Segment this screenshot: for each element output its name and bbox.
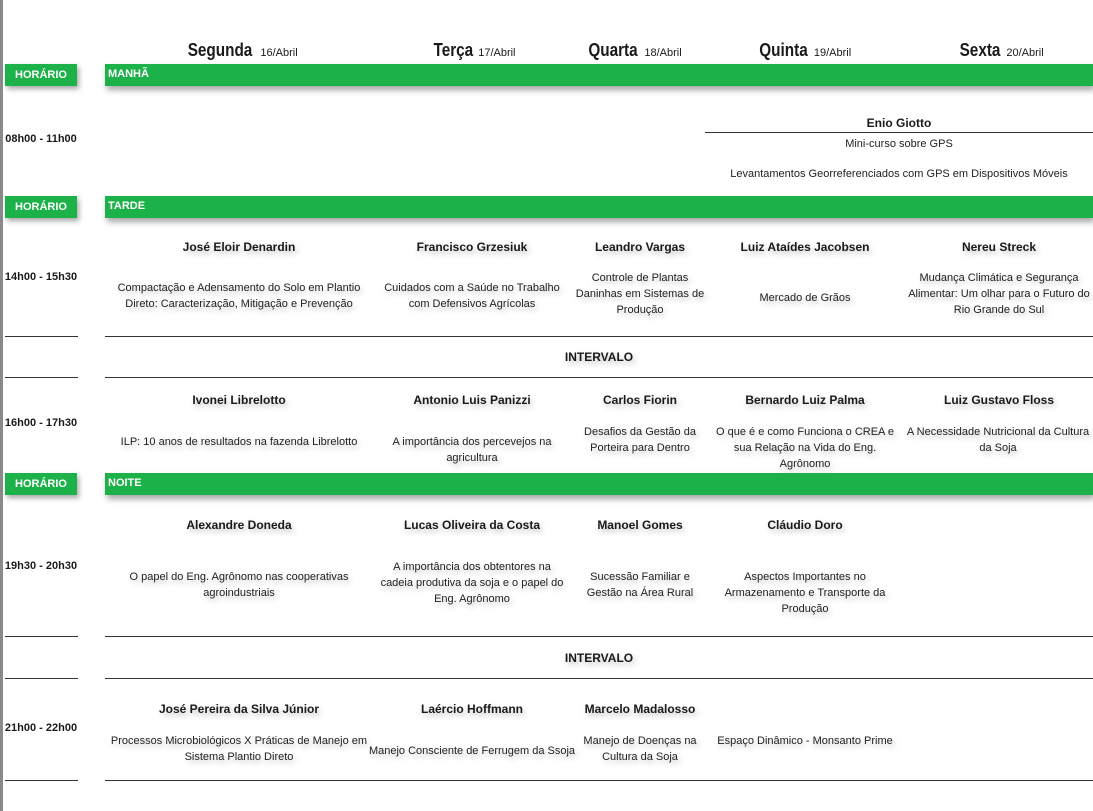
session-speaker: Enio Giotto [866, 116, 932, 130]
session-speaker: José Pereira da Silva Júnior [158, 702, 320, 716]
session-title: O papel do Eng. Agrônomo nas cooperativas agroindustriais [129, 571, 349, 599]
session-speaker: Francisco Grzesiuk [416, 240, 528, 254]
session-title: Processos Microbiológicos X Práticas de Manejo em Sistema Plantio Direto [110, 735, 368, 763]
divider [105, 377, 1093, 378]
horario-label: HORÁRIO [5, 64, 77, 86]
session-speaker: Nereu Streck [961, 240, 1037, 254]
session-title: Espaço Dinâmico - Monsanto Prime [717, 735, 893, 747]
time-label: 16h00 - 17h30 [4, 417, 78, 429]
divider [105, 780, 1093, 781]
session-title: Cuidados com a Saúde no Trabalho com Defensivos Agrícolas [384, 282, 560, 310]
session-title: A importância dos obtentores na cadeia produtiva da soja e o papel do Eng. Agrônomo [380, 561, 564, 605]
divider [105, 636, 1093, 637]
session-title: O que é e como Funciona o CREA e sua Relação na Vida do Eng. Agrônomo [716, 426, 894, 470]
section-bar-noite: NOITE [105, 473, 1093, 495]
session-title: Mudança Climática e Segurança Alimentar: Um olhar para o Futuro do Rio Grande do Sul [908, 272, 1090, 316]
session-speaker: Carlos Fiorin [602, 393, 677, 407]
day-name: Segunda [188, 40, 253, 60]
day-date: 19/Abril [813, 47, 852, 59]
divider [5, 377, 78, 378]
section-bar-manha: MANHÃ [105, 64, 1093, 86]
time-label: 14h00 - 15h30 [4, 271, 78, 283]
day-header-terca [395, 40, 550, 61]
day-name: Sexta [959, 40, 1001, 60]
session-title: Mercado de Grãos [759, 292, 851, 304]
session-title: Compactação e Adensamento do Solo em Plantio Direto: Caracterização, Mitigação e Prevenção [117, 282, 361, 310]
session-title: Aspectos Importantes no Armazenamento e Transporte da Produção [724, 571, 886, 615]
time-label: 19h30 - 20h30 [4, 560, 78, 572]
time-label: 08h00 - 11h00 [5, 133, 77, 145]
time-label: 21h00 - 22h00 [4, 722, 78, 734]
session-title: Sucessão Familiar e Gestão na Área Rural [586, 571, 694, 599]
day-name: Quarta [588, 40, 639, 60]
day-date: 17/Abril [478, 47, 516, 59]
divider [5, 336, 78, 337]
session-speaker: Lucas Oliveira da Costa [403, 518, 541, 532]
day-header-quinta [728, 40, 878, 61]
day-header-sexta [925, 40, 1075, 61]
session-title: A importância dos percevejos na agricultura [392, 436, 552, 464]
session-speaker: Marcelo Madalosso [584, 702, 696, 716]
day-date: 18/Abril [644, 47, 682, 59]
day-name: Quinta [759, 40, 808, 60]
divider [705, 132, 1093, 133]
divider [105, 678, 1093, 679]
session-speaker: José Eloir Denardin [182, 240, 296, 254]
session-speaker: Luiz Gustavo Floss [943, 393, 1054, 407]
left-border [0, 0, 3, 811]
session-speaker: Alexandre Doneda [186, 518, 292, 532]
session-speaker: Bernardo Luiz Palma [745, 393, 865, 407]
divider [5, 678, 78, 679]
session-title: Controle de Plantas Daninhas em Sistemas de Produção [575, 272, 705, 316]
day-header-quarta [568, 40, 698, 61]
day-date: 20/Abril [1006, 47, 1044, 59]
session-speaker: Ivonei Librelotto [192, 393, 286, 407]
intervalo-label: INTERVALO [564, 651, 634, 665]
divider [5, 780, 78, 781]
intervalo-label: INTERVALO [564, 350, 634, 364]
session-speaker: Laércio Hoffmann [420, 702, 523, 716]
session-title: A Necessidade Nutricional da Cultura da Soja [906, 426, 1090, 454]
session-speaker: Leandro Vargas [594, 240, 686, 254]
section-bar-tarde: TARDE [105, 196, 1093, 218]
session-speaker: Luiz Ataídes Jacobsen [740, 240, 870, 254]
divider [105, 336, 1093, 337]
day-name: Terça [433, 40, 473, 60]
day-header-segunda [160, 40, 320, 61]
session-speaker: Antonio Luis Panizzi [413, 393, 531, 407]
session-speaker: Cláudio Doro [767, 518, 843, 532]
session-speaker: Manoel Gomes [597, 518, 683, 532]
session-title: Mini-curso sobre GPS [845, 138, 953, 150]
divider [5, 636, 78, 637]
day-date: 16/Abril [260, 47, 298, 59]
session-title: Desafios da Gestão da Porteira para Dentro [584, 426, 696, 454]
session-title: Manejo de Doenças na Cultura da Soja [583, 735, 697, 763]
session-subtitle: Levantamentos Georreferenciados com GPS em Dispositivos Móveis [730, 168, 1068, 180]
horario-label: HORÁRIO [5, 196, 77, 218]
session-title: ILP: 10 anos de resultados na fazenda Librelotto [120, 436, 358, 448]
horario-label: HORÁRIO [5, 473, 77, 495]
session-title: Manejo Consciente de Ferrugem da Ssoja [368, 745, 576, 757]
